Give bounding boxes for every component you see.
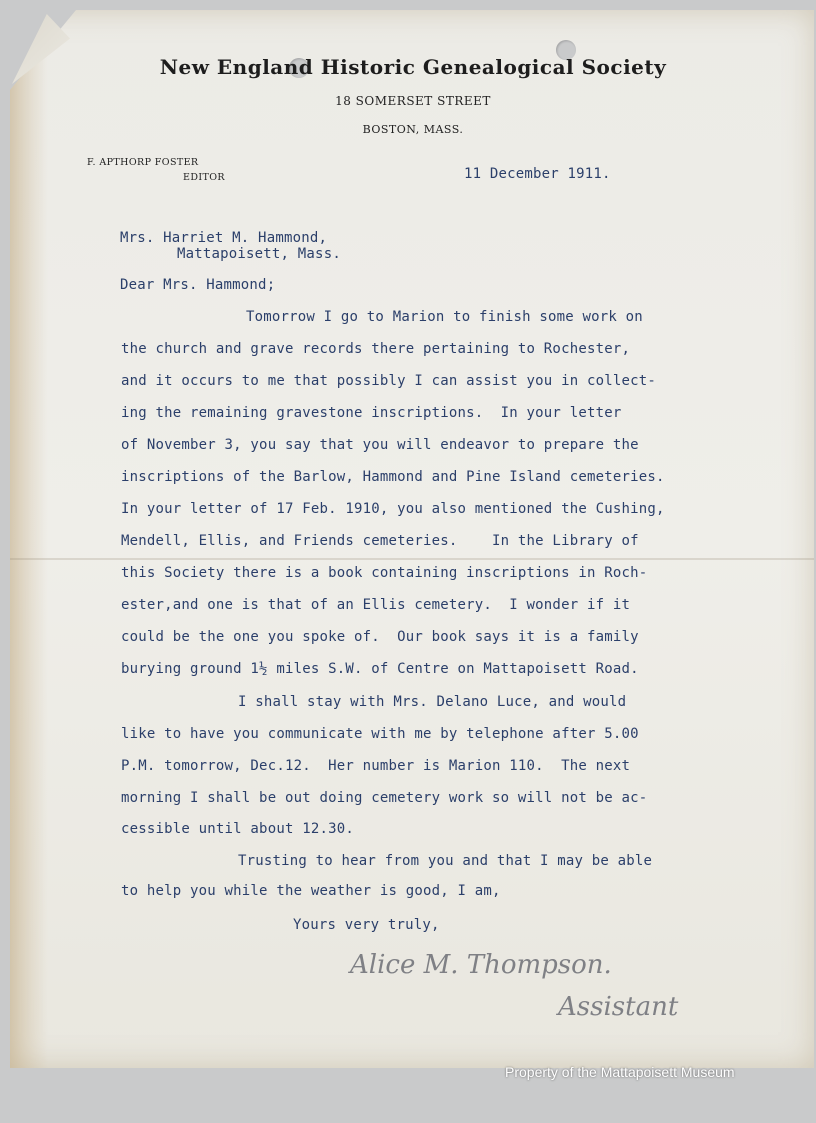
editor-name: F. APTHORP FOSTER bbox=[87, 157, 199, 168]
letter-date: 11 December 1911. bbox=[464, 166, 611, 182]
museum-watermark: Property of the Mattapoisett Museum bbox=[505, 1064, 735, 1080]
paper-fold-crease bbox=[10, 558, 814, 560]
body-line: to help you while the weather is good, I am, bbox=[121, 883, 501, 899]
body-line: ester,and one is that of an Ellis cemetery. I wonder if it bbox=[121, 597, 631, 613]
body-line: the church and grave records there pertaining to Rochester, bbox=[121, 341, 631, 357]
body-line: inscriptions of the Barlow, Hammond and Pine Island cemeteries. bbox=[121, 469, 665, 485]
body-line: could be the one you spoke of. Our book says it is a family bbox=[121, 629, 639, 645]
salutation: Dear Mrs. Hammond; bbox=[120, 277, 276, 293]
letterhead-street: 18 SOMERSET STREET bbox=[335, 94, 491, 108]
body-line: and it occurs to me that possibly I can assist you in collect- bbox=[121, 373, 656, 389]
recipient-name: Mrs. Harriet M. Hammond, bbox=[120, 230, 328, 246]
signature-title: Assistant bbox=[558, 992, 679, 1022]
editor-title: EDITOR bbox=[183, 172, 225, 183]
body-line: Tomorrow I go to Marion to finish some work on bbox=[246, 309, 643, 325]
body-line: like to have you communicate with me by telephone after 5.00 bbox=[121, 726, 639, 742]
signature-name: Alice M. Thompson. bbox=[350, 950, 612, 980]
body-line: cessible until about 12.30. bbox=[121, 821, 354, 837]
recipient-location: Mattapoisett, Mass. bbox=[177, 246, 341, 262]
body-line: Trusting to hear from you and that I may be able bbox=[238, 853, 653, 869]
body-line: morning I shall be out doing cemetery work so will not be ac- bbox=[121, 790, 648, 806]
body-line: In your letter of 17 Feb. 1910, you also mentioned the Cushing, bbox=[121, 501, 665, 517]
body-line: I shall stay with Mrs. Delano Luce, and would bbox=[238, 694, 627, 710]
body-line: of November 3, you say that you will endeavor to prepare the bbox=[121, 437, 639, 453]
body-line: ing the remaining gravestone inscriptions. In your letter bbox=[121, 405, 622, 421]
body-line: burying ground 1½ miles S.W. of Centre on Mattapoisett Road. bbox=[121, 661, 639, 677]
letterhead-city: BOSTON, MASS. bbox=[362, 123, 464, 136]
body-line: Mendell, Ellis, and Friends cemeteries. In the Library of bbox=[121, 533, 639, 549]
letterhead-society-name: New England Historic Genealogical Society bbox=[159, 55, 667, 79]
closing: Yours very truly, bbox=[293, 917, 440, 933]
body-line: P.M. tomorrow, Dec.12. Her number is Marion 110. The next bbox=[121, 758, 631, 774]
body-line: this Society there is a book containing inscriptions in Roch- bbox=[121, 565, 648, 581]
